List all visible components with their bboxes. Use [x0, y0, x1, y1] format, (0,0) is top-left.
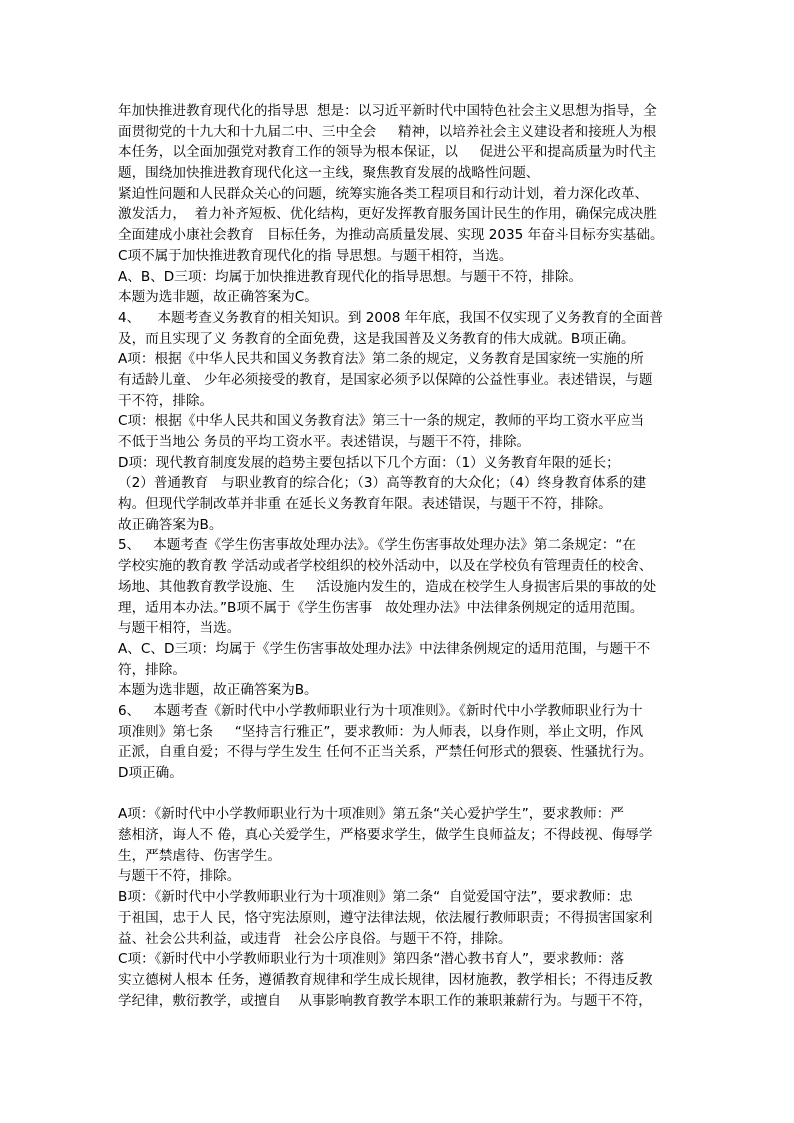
text-line: （2）普通教育 与职业教育的综合化；（3）高等教育的大众化；（4）终身教育体系的建 [118, 475, 647, 492]
text-line: 故正确答案为B。 [118, 516, 223, 533]
text-line: D项正确。 [118, 765, 183, 781]
text-line: 激发活力， 着力补齐短板、优化结构，更好发挥教育服务国计民生的作用，确保完成决胜 [118, 206, 657, 223]
text-line: 年加快推进教育现代化的指导思 想是：以习近平新时代中国特色社会主义思想为指导，全 [118, 103, 657, 119]
text-line: 正派，自重自爱；不得与学生发生 任何不正当关系，严禁任何形式的猥亵、性骚扰行为。 [118, 744, 653, 761]
text-line: 场地、其他教育教学设施、生 活设施内发生的，造成在校学生人身损害后果的事故的处 [118, 578, 657, 595]
text-line: 项准则》第七条 “坚持言行雅正”，要求教师：为人师表，以身作则，举止文明，作风 [118, 723, 644, 740]
text-line: B项：《新时代中小学教师职业行为十项准则》第二条“ 自觉爱国守法”，要求教师：忠 [118, 889, 633, 906]
text-line: 不低于当地公 务员的平均工资水平。表述错误，与题干不符，排除。 [118, 434, 531, 450]
text-line: A项：《新时代中小学教师职业行为十项准则》第五条“关心爱护学生”，要求教师：严 [118, 806, 624, 823]
document-page [118, 101, 678, 1011]
blank-line [118, 784, 678, 805]
text-line: 本任务，以全面加强党对教育工作的领导为根本保证，以 促进公平和提高质量为时代主 [118, 144, 657, 161]
text-line: 本题为选非题，故正确答案为B。 [118, 682, 318, 699]
text-line: 与题干不符，排除。 [118, 868, 241, 885]
text-line: 学纪律，敷衍教学，或擅自 从事影响教育教学本职工作的兼职兼薪行为。与题干不符， [118, 992, 652, 1009]
text-line: 于祖国，忠于人 民，恪守宪法原则，遵守法律法规，依法履行教师职责；不得损害国家利 [118, 909, 653, 926]
text-line: 有适龄儿童、 少年必须接受的教育，是国家必须予以保障的公益性事业。表述错误，与题 [118, 371, 653, 388]
text-line: 题，围绕加快推进教育现代化这一主线，聚焦教育发展的战略性问题、 [118, 165, 540, 182]
text-line: 生，严禁虐待、伤害学生。 [118, 847, 282, 864]
text-line: 益、社会公共利益，或违背 社会公序良俗。与题干不符，排除。 [118, 930, 512, 947]
text-line: C项：《新时代中小学教师职业行为十项准则》第四条“潜心教书育人”，要求教师：落 [118, 951, 625, 968]
text-line: 全面建成小康社会教育 目标任务，为推动高质量发展、实现 2035 年奋斗目标夯实基础。 [118, 227, 664, 244]
question-6-heading: 6、 本题考查《新时代中小学教师职业行为十项准则》。《新时代中小学教师职业行为十 [118, 702, 643, 719]
text-line: 面贯彻党的十九大和十九届二中、三中全会 精神，以培养社会主义建设者和接班人为根 [118, 123, 657, 140]
text-line: 慈相济，诲人不 倦，真心关爱学生，严格要求学生，做学生良师益友；不得歧视、侮辱学 [118, 827, 653, 844]
text-line: C项：根据《中华人民共和国义务教育法》第三十一条的规定，教师的平均工资水平应当 [118, 413, 645, 430]
text-line: 干不符，排除。 [118, 392, 214, 409]
question-5-heading: 5、 本题考查《学生伤害事故处理办法》。《学生伤害事故处理办法》第二条规定：“在 [118, 537, 637, 554]
text-line: 及，而且实现了义 务教育的全面免费，这是我国普及义务教育的伟大成就。B项正确。 [118, 330, 635, 347]
text-line: A、C、D三项：均属于《学生伤害事故处理办法》中法律条例规定的适用范围，与题干不 [118, 640, 651, 657]
text-line: A、B、D三项：均属于加快推进教育现代化的指导思想。与题干不符，排除。 [118, 268, 583, 285]
text-line: D项：现代教育制度发展的趋势主要包括以下几个方面：（1）义务教育年限的延长； [118, 454, 620, 471]
text-line: 符，排除。 [118, 661, 186, 678]
text-line: 与题干相符，当选。 [118, 620, 241, 637]
text-line: 本题为选非题，故正确答案为C。 [118, 289, 318, 306]
text-line: 紧迫性问题和人民群众关心的问题，统筹实施各类工程项目和行动计划，着力深化改革、 [118, 185, 649, 202]
text-line: 学校实施的教育教 学活动或者学校组织的校外活动中，以及在学校负有管理责任的校舍、 [118, 558, 653, 575]
text-line: C项不属于加快推进教育现代化的指 导思想。与题干相符，当选。 [118, 247, 513, 264]
text-line: 实立德树人根本 任务，遵循教育规律和学生成长规律，因材施教，教学相长；不得违反教 [118, 971, 653, 988]
text-line: 构。但现代学制改革并非重 在延长义务教育年限。表述错误，与题干不符，排除。 [118, 496, 612, 513]
text-line: 理，适用本办法。”B项不属于《学生伤害事 故处理办法》中法律条例规定的适用范围。 [118, 599, 644, 616]
question-4-heading: 4、 本题考查义务教育的相关知识。到 2008 年年底，我国不仅实现了义务教育的全面普 [118, 309, 663, 326]
text-line: A项：根据《中华人民共和国义务教育法》第二条的规定，义务教育是国家统一实施的所 [118, 351, 644, 368]
